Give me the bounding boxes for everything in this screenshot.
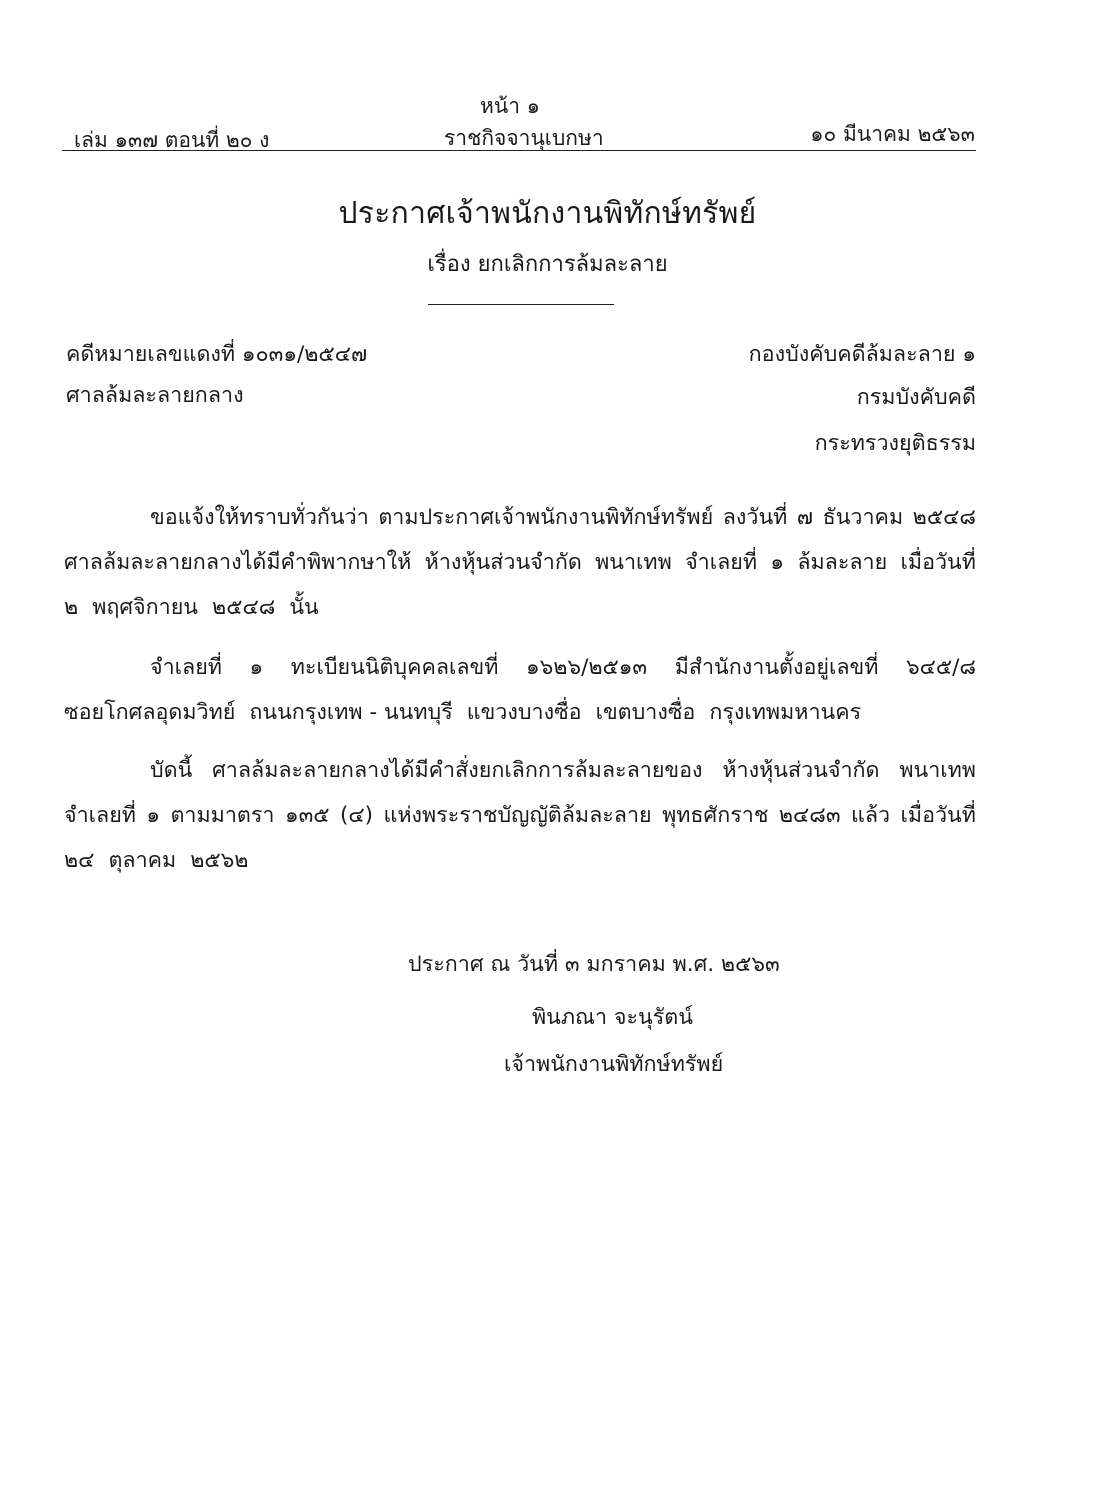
gazette-name: ราชกิจจานุเบกษา [444,126,604,150]
text-segment: บัดนี้ [150,758,193,783]
text-segment: จำเลยที่ [64,803,136,828]
text-segment: ๒๔๘๓ [778,803,841,828]
text-segment: เมื่อวันที่ [900,803,976,828]
text-segment: พฤศจิกายน [92,595,199,620]
announcement-date: ประกาศ ณ วันที่ ๓ มกราคม พ.ศ. ๒๕๖๓ [408,952,780,977]
issuer-division: กองบังคับคดีล้มละลาย ๑ [748,342,976,367]
text-segment: ๑ [249,655,264,680]
page-number: หน้า ๑ [480,94,540,118]
text-segment: (๔) [339,803,374,828]
page-title: ประกาศเจ้าพนักงานพิทักษ์ทรัพย์ [338,196,757,231]
paragraph-1 [64,495,976,630]
paragraph-line [64,645,976,690]
text-segment: ๒๕๔๘ [212,595,276,620]
text-segment: แห่งพระราชบัญญัติล้มละลาย [383,803,652,828]
volume-issue: เล่ม ๑๓๗ ตอนที่ ๒๐ ง [74,128,270,152]
paragraph-line [64,793,976,838]
subject-line: เรื่อง ยกเลิกการล้มละลาย [427,252,668,277]
text-segment: แล้ว [851,803,891,828]
text-segment: ห้างหุ้นส่วนจำกัด [424,550,582,575]
paragraph-line [64,748,976,793]
case-number: คดีหมายเลขแดงที่ ๑๐๓๑/๒๕๔๗ [66,342,368,367]
header-rule [62,150,976,151]
gazette-date: ๑๐ มีนาคม ๒๕๖๓ [810,122,975,146]
paragraph-line [64,838,976,883]
text-segment: จำเลยที่ [685,550,758,575]
title-underline [428,304,614,305]
text-segment: ธันวาคม [822,505,904,530]
text-segment: ขอแจ้งให้ทราบทั่วกันว่า [150,505,369,530]
paragraph-3 [64,748,976,883]
signatory-position: เจ้าพนักงานพิทักษ์ทรัพย์ [504,1052,724,1077]
text-segment: ๑๖๒๖/๒๕๑๓ [525,655,648,680]
paragraph-line [64,495,976,540]
text-segment: นั้น [289,595,319,620]
text-segment: ๑ [770,550,784,575]
text-segment: จำเลยที่ [150,655,222,680]
text-segment: ลงวันที่ [722,505,788,530]
issuer-department: กรมบังคับคดี [856,385,976,410]
text-segment: พนาเทพ [595,550,672,575]
issuer-ministry: กระทรวงยุติธรรม [814,431,976,456]
text-segment: ซอยโกศลอุดมวิทย์ [64,700,236,725]
text-segment: ตุลาคม [108,848,177,873]
text-segment: ห้างหุ้นส่วนจำกัด [722,758,880,783]
signatory-name: พินภณา จะนุรัตน์ [532,1005,693,1030]
text-segment: ๒๔ [64,848,95,873]
paragraph-line [64,585,976,630]
text-segment: พนาเทพ [899,758,976,783]
text-segment: กรุงเทพมหานคร [709,700,862,725]
paragraph-line [64,690,976,735]
text-segment: ตามประกาศเจ้าพนักงานพิทักษ์ทรัพย์ [378,505,714,530]
text-segment: ๖๔๕/๘ [905,655,976,680]
text-segment: ทะเบียนนิติบุคคลเลขที่ [290,655,499,680]
text-segment: ตามมาตรา [170,803,275,828]
text-segment: ศาลล้มละลายกลางได้มีคำพิพากษาให้ [64,550,412,575]
text-segment: ๒๕๖๒ [190,848,249,873]
text-segment: ๑๓๕ [284,803,330,828]
text-segment: เขตบางซื่อ [595,700,696,725]
text-segment: แขวงบางซื่อ [466,700,582,725]
text-segment: ๒๕๔๘ [912,505,976,530]
text-segment: มีสำนักงานตั้งอยู่เลขที่ [674,655,879,680]
text-segment: ล้มละลาย [797,550,888,575]
court-name: ศาลล้มละลายกลาง [66,383,244,408]
text-segment: เมื่อวันที่ [900,550,976,575]
paragraph-line [64,540,976,585]
text-segment: ถนนกรุงเทพ - นนทบุรี [249,700,453,725]
text-segment: ๑ [146,803,161,828]
text-segment: ศาลล้มละลายกลางได้มีคำสั่งยกเลิกการล้มละลายของ [212,758,703,783]
paragraph-2 [64,645,976,735]
text-segment: ๗ [796,505,814,530]
text-segment: พุทธศักราช [662,803,769,828]
text-segment: ๒ [64,595,79,620]
